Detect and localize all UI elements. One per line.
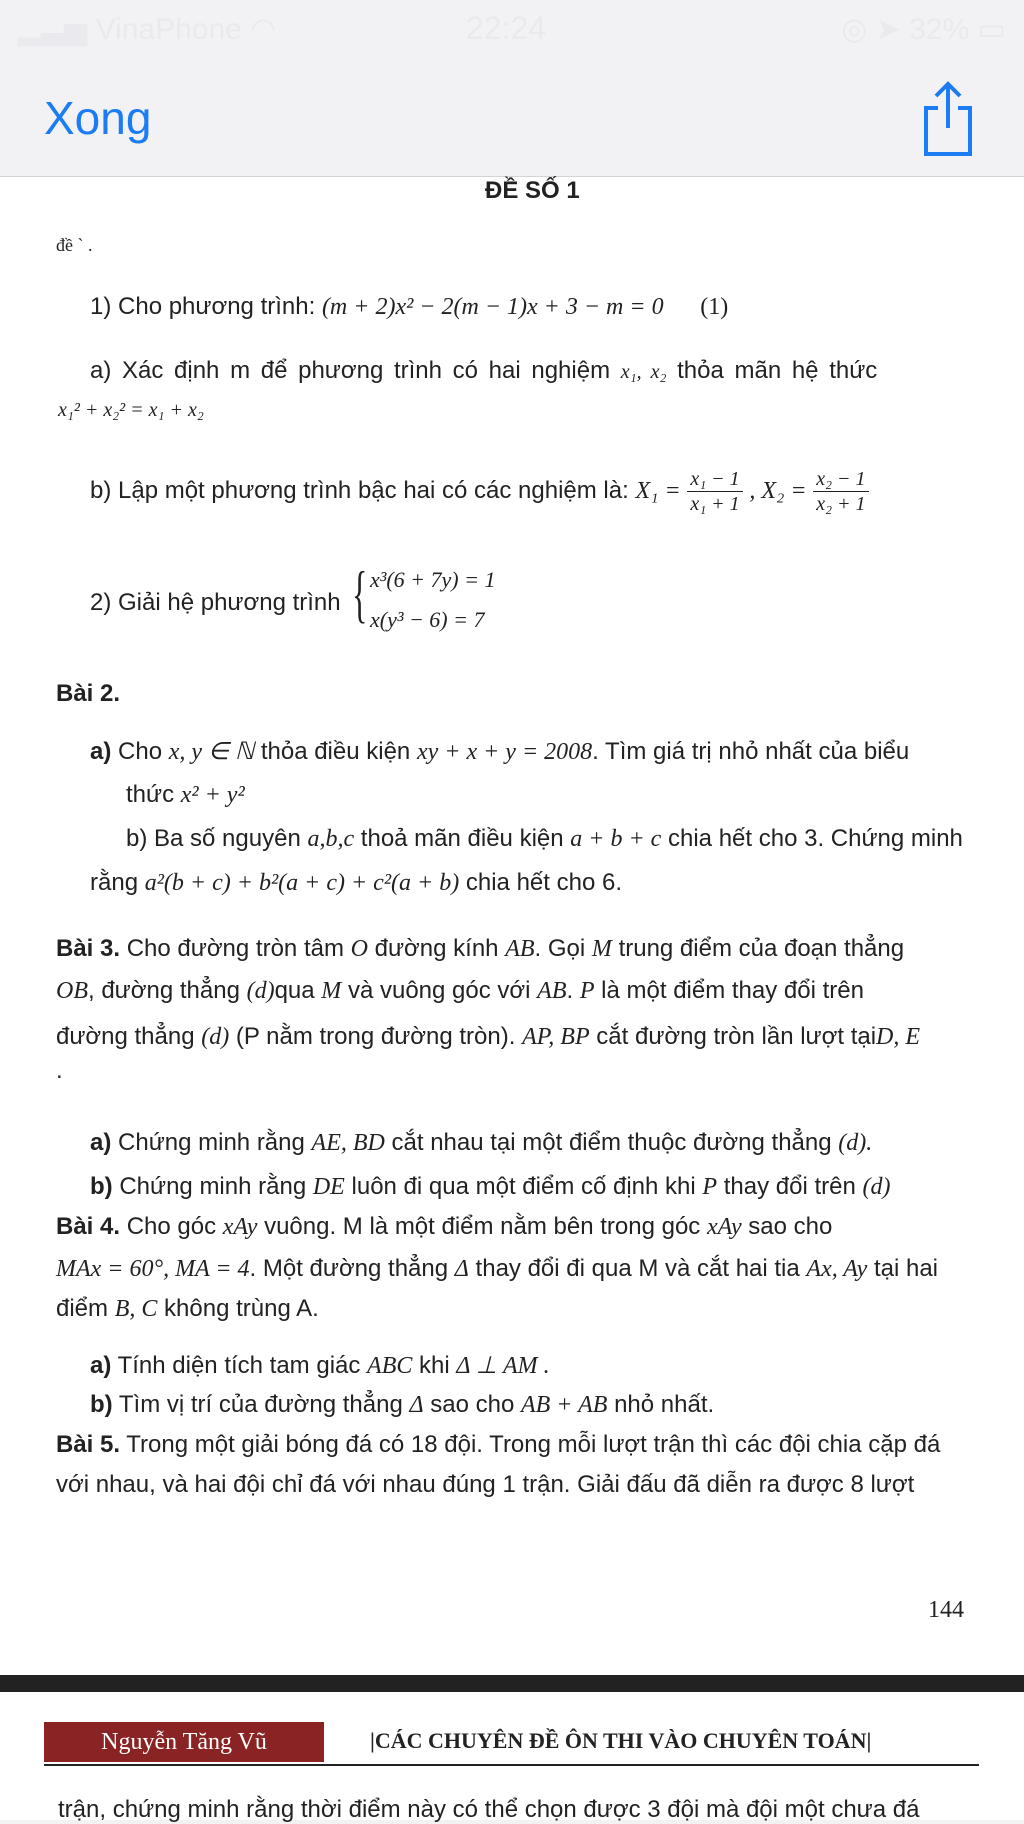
vars: x, y ∈ ℕ — [168, 739, 255, 765]
var: AB — [537, 978, 567, 1004]
vars: Ax, Ay — [806, 1256, 868, 1282]
var: OB — [56, 978, 88, 1004]
bai-4b — [90, 1391, 714, 1419]
share-icon[interactable] — [918, 78, 978, 158]
bai-3-line-2 — [56, 977, 864, 1005]
label: b) — [90, 1391, 113, 1418]
var: M — [591, 936, 612, 962]
equation: MAx = 60°, MA = 4 — [56, 1256, 250, 1282]
text: khi — [419, 1352, 450, 1379]
var: xAy — [222, 1214, 258, 1240]
label: b) — [90, 1173, 113, 1200]
text: Chứng minh rằng — [118, 1129, 305, 1156]
text: b) Ba số nguyên — [126, 825, 301, 852]
text: trung điểm của đoạn thẳng — [618, 935, 905, 962]
bai-2b — [126, 825, 963, 853]
equation: xy + x + y = 2008 — [416, 739, 593, 765]
page-title: ĐỀ SỐ 1 — [485, 177, 580, 204]
text: không trùng A. — [164, 1295, 319, 1322]
heading: Bài 3. — [56, 935, 121, 962]
expression: AB + AB — [520, 1392, 608, 1418]
den: x₁ + 1 — [690, 493, 740, 515]
vars: AP, BP — [522, 1024, 590, 1050]
handwritten-mark: đề ˋ . — [56, 235, 93, 255]
status-bar — [0, 0, 1024, 56]
problem-1b — [90, 467, 869, 516]
lock-rotation-icon: ◎ — [841, 13, 868, 46]
text: b) Lập một phương trình bậc hai có các nghiệm là: — [90, 476, 629, 504]
text: Trong một giải bóng đá có 18 đội. Trong mỗi lượt trận thì các đội chia cặp đá — [126, 1431, 941, 1458]
bai-2a-cont — [126, 781, 245, 809]
bai-4-line-1 — [56, 1213, 832, 1241]
text: thỏa mãn hệ thức — [677, 357, 878, 384]
var: Δ — [454, 1256, 469, 1282]
var: DE — [312, 1174, 345, 1200]
text: thỏa điều kiện — [260, 738, 411, 765]
label: a) — [90, 1352, 112, 1379]
page-number: 144 — [928, 1597, 964, 1623]
status-right — [841, 12, 1006, 47]
text: Tính diện tích tam giác — [117, 1352, 361, 1379]
document-page — [0, 177, 1024, 1675]
heading: Bài 5. — [56, 1431, 121, 1458]
problem-1 — [90, 293, 728, 321]
var: (d) — [201, 1024, 230, 1050]
problem-1a — [90, 357, 877, 385]
text: vuông. M là một điểm nằm bên trong góc — [264, 1213, 701, 1240]
nav-bar — [0, 56, 1024, 177]
text: là một điểm thay đổi trên — [601, 977, 864, 1004]
bai-5-line-2: với nhau, và hai đội chỉ đá với nhau đúng 1 trận. Giải đấu đã diễn ra được 8 lượt — [56, 1471, 915, 1498]
text: đường kính — [374, 935, 499, 962]
text: thoả mãn điều kiện — [360, 825, 564, 852]
var: AB — [505, 936, 535, 962]
var: xAy — [706, 1214, 742, 1240]
fraction-1 — [687, 467, 742, 516]
equation: (m + 2)x² − 2(m − 1)x + 3 − m = 0 — [321, 294, 664, 320]
system-brace: { — [352, 558, 368, 629]
text: thay đổi đi qua M và cắt hai tia — [475, 1255, 800, 1282]
text: , đường thẳng — [88, 977, 240, 1004]
vars: AE, BD — [311, 1130, 385, 1156]
location-icon: ➤ — [875, 13, 901, 46]
text: qua — [274, 977, 315, 1004]
vars: a,b,c — [307, 826, 355, 852]
bai-4-line-3 — [56, 1295, 319, 1323]
bai-3a — [90, 1129, 872, 1157]
text: Cho — [118, 738, 163, 765]
var: (d). — [838, 1130, 873, 1156]
text: và vuông góc với — [347, 977, 531, 1004]
label: a) — [90, 738, 112, 765]
text: Cho góc — [126, 1213, 217, 1240]
text: a) Xác định m để phương trình có hai nghiệm — [90, 357, 611, 384]
bai-4-line-2 — [56, 1255, 938, 1283]
done-button[interactable]: Xong — [44, 92, 152, 144]
text: đường thẳng — [56, 1023, 195, 1050]
system-eq-2: x(y³ − 6) = 7 — [370, 607, 485, 632]
text: Chứng minh rằng — [119, 1173, 307, 1200]
var: (d) — [246, 978, 275, 1004]
text: nhỏ nhất. — [614, 1391, 715, 1418]
text: sao cho — [430, 1391, 515, 1418]
text: Tìm vị trí của đường thẳng — [118, 1391, 403, 1418]
expression: a + b + c — [570, 826, 662, 852]
text: luôn đi qua một điểm cố định khi — [351, 1173, 696, 1200]
bai-3b — [90, 1173, 890, 1201]
battery-percent: 32% — [909, 13, 970, 46]
var: P — [579, 978, 595, 1004]
next-page — [0, 1692, 1024, 1823]
condition: Δ ⊥ AM . — [456, 1353, 550, 1379]
bai-5-line-1 — [56, 1431, 940, 1459]
text: chia hết cho 6. — [465, 869, 622, 896]
text: . Tìm giá trị nhỏ nhất của biểu — [592, 738, 910, 765]
text: . Một đường thẳng — [249, 1255, 449, 1282]
text: cắt đường tròn lần lượt tại — [596, 1023, 877, 1050]
text: 1) Cho phương trình: — [90, 293, 316, 320]
label: a) — [90, 1129, 112, 1156]
var: , X₂ = — [749, 477, 807, 504]
text: sao cho — [748, 1213, 833, 1240]
equation-tag: (1) — [700, 294, 729, 320]
text: Cho đường tròn tâm — [126, 935, 344, 962]
book-title: |CÁC CHUYÊN ĐỀ ÔN THI VÀO CHUYÊN TOÁN| — [370, 1728, 872, 1753]
battery-icon: ▭ — [977, 13, 1006, 46]
author-banner: Nguyễn Tăng Vũ — [44, 1722, 324, 1762]
wifi-icon: ◠ — [250, 13, 277, 46]
var: X₁ = — [635, 477, 681, 504]
problem-1a-eq: x₁² + x₂² = x₁ + x₂ — [58, 399, 204, 421]
text: . — [566, 977, 580, 1004]
var: Δ — [409, 1392, 424, 1418]
bai-2-heading: Bài 2. — [56, 680, 121, 707]
clock: 22:24 — [466, 10, 547, 46]
bai-3-line-3 — [56, 1023, 920, 1051]
bai-3-dot: . — [56, 1057, 63, 1084]
var: M — [321, 978, 342, 1004]
heading: Bài 4. — [56, 1213, 121, 1240]
text: tại hai — [873, 1255, 938, 1282]
carrier-signal — [18, 12, 276, 47]
vars: B, C — [114, 1296, 158, 1322]
bai-3-line-1 — [56, 935, 904, 963]
equation: a²(b + c) + b²(a + c) + c²(a + b) — [144, 870, 460, 896]
var: ABC — [367, 1353, 413, 1379]
header-rule — [44, 1764, 979, 1766]
continuation-text: trận, chứng minh rằng thời điểm này có thể chọn được 3 đội mà đội một chưa đá — [58, 1796, 920, 1823]
text: rằng — [90, 869, 139, 896]
text: cắt nhau tại một điểm thuộc đường thẳng — [391, 1129, 832, 1156]
system-eq-1: x³(6 + 7y) = 1 — [370, 567, 496, 592]
carrier-name: VinaPhone — [95, 13, 242, 46]
fraction-2 — [813, 467, 868, 516]
bai-2a — [90, 737, 909, 766]
var: P — [702, 1174, 718, 1200]
num: x₂ − 1 — [813, 467, 868, 492]
page-divider — [0, 1675, 1024, 1692]
text: điểm — [56, 1295, 109, 1322]
text: (P nằm trong đường tròn). — [235, 1023, 516, 1050]
text: thức — [126, 781, 175, 808]
bai-4a — [90, 1351, 550, 1380]
text: thay đổi trên — [723, 1173, 856, 1200]
problem-2: 2) Giải hệ phương trình — [90, 589, 341, 616]
bai-2b-cont — [90, 869, 622, 897]
signal-icon: ▂▃▅ — [18, 13, 88, 46]
var: O — [350, 936, 368, 962]
text: . Gọi — [534, 935, 586, 962]
vars: D, E — [876, 1024, 921, 1050]
var: (d) — [862, 1174, 891, 1200]
num: x₁ − 1 — [687, 467, 742, 492]
expression: x² + y² — [180, 782, 245, 808]
text: chia hết cho 3. Chứng minh — [668, 825, 963, 852]
den: x₂ + 1 — [816, 493, 866, 515]
vars: x₁, x₂ — [620, 361, 667, 383]
